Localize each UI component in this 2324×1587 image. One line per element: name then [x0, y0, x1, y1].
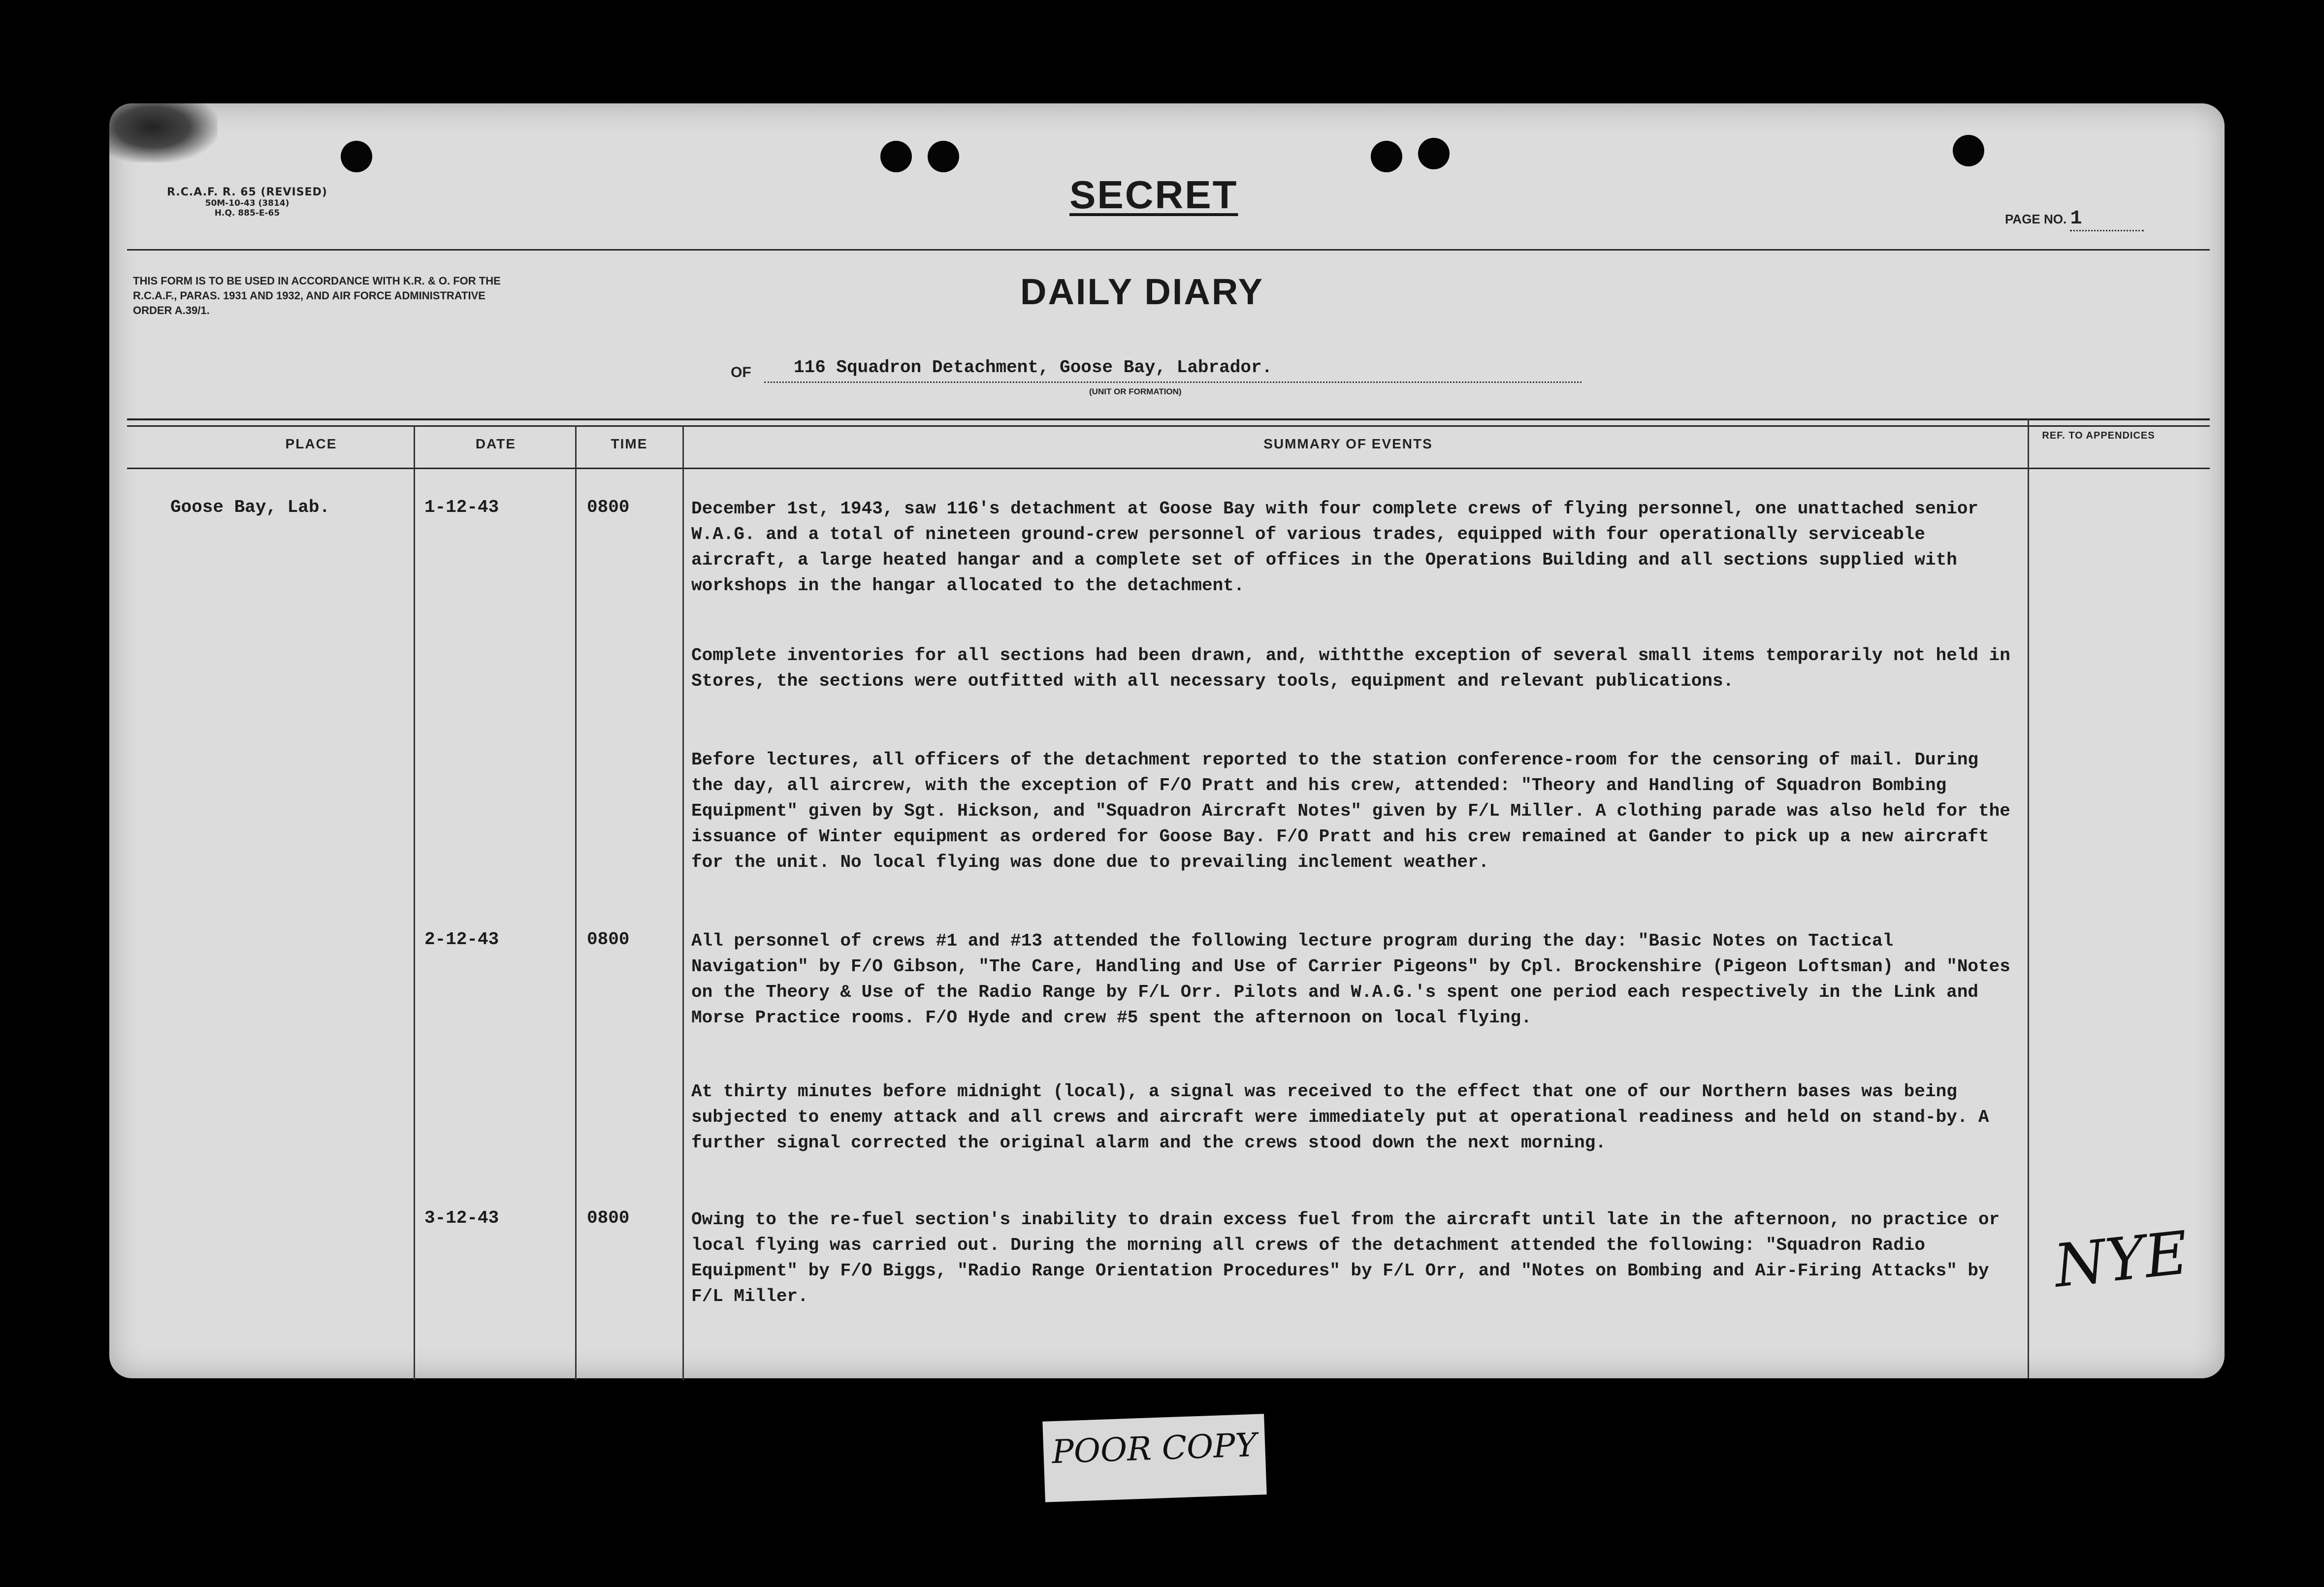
handwritten-initials: NYE [2051, 1219, 2192, 1301]
poor-copy-stamp: POOR COPY [1042, 1414, 1266, 1502]
entry-date: 1-12-43 [424, 497, 499, 517]
table-top-rule [127, 425, 2210, 427]
entry-place: Goose Bay, Lab. [170, 497, 330, 517]
punch-hole [341, 141, 372, 172]
entry-paragraph: Before lectures, all officers of the detachment reported to the station conference-room for the censoring of mail. During the day, all aircrew, with the exception of F/O Pratt and his crew, attended: "Theory and Handling of Squadron Bombing Equipment" given by Sgt. Hickson, and "Squadron Aircraft Notes" given by F/L Miller. A clothing parade was also held for the issuance of Winter equipment as ordered for Goose Bay. F/O Pratt and his crew remained at Gander to pick up a new aircraft for the unit. No local flying was done due to prevailing inclement weather. [691, 750, 2010, 872]
unit-of-label: OF [731, 364, 751, 381]
entry-time: 0800 [587, 497, 630, 517]
column-divider [414, 425, 415, 1380]
punch-hole [1371, 141, 1402, 172]
entry-time: 0800 [587, 1208, 630, 1228]
unit-value: 116 Squadron Detachment, Goose Bay, Labrador. [764, 357, 1582, 383]
entry-paragraph: Complete inventories for all sections had been drawn, and, withtthe exception of several small items temporarily not held in Stores, the sections were outfitted with all necessary tools, equipment and relevant publications. [691, 645, 2010, 691]
form-ref-line3: H.Q. 885-E-65 [214, 208, 280, 218]
column-divider [682, 425, 684, 1380]
column-divider [2028, 418, 2029, 1378]
diary-sheet [109, 103, 2225, 1378]
form-ref-line2: 50M-10-43 (3814) [205, 198, 290, 208]
unit-caption: (UNIT OR FORMATION) [1089, 387, 1182, 396]
punch-hole [1953, 135, 1984, 166]
entry-date: 2-12-43 [424, 929, 499, 950]
secret-heading: SECRET [1069, 173, 1238, 217]
form-reference [134, 186, 360, 218]
form-instructions: THIS FORM IS TO BE USED IN ACCORDANCE WITH K.R. & O. FOR THE R.C.A.F., PARAS. 1931 AND 1932, AND AIR FORCE ADMINISTRATIVE ORDER A.39/1. [133, 275, 501, 317]
entry-paragraph: December 1st, 1943, saw 116's detachment at Goose Bay with four complete crews of flying personnel, one unattached senior W.A.G. and a total of nineteen ground-crew personnel of various trades, equipped with four operationally serviceable aircraft, a large heated hangar and a complete set of offices in the Operations Building and all sections supplied with workshops in the hangar allocated to the detachment. [691, 499, 1979, 596]
entry-paragraph: All personnel of crews #1 and #13 attended the following lecture program during the day: "Basic Notes on Tactical Navigation" by F/O Gibson, "The Care, Handling and Use of Carrier Pigeons" by Cpl. Brockenshire (Pigeon Loftsman) and "Notes on the Theory & Use of the Radio Range by F/L Orr. Pilots and W.A.G.'s spent one period each respectively in the Link and Morse Practice rooms. F/O Hyde and crew #5 spent the afternoon on local flying. [691, 931, 2010, 1028]
page-title: DAILY DIARY [1020, 271, 1264, 312]
torn-corner [109, 103, 218, 162]
form-ref-line1: R.C.A.F. R. 65 (REVISED) [167, 186, 327, 198]
column-header-summary: SUMMARY OF EVENTS [1263, 436, 1433, 451]
page-number-value: 1 [2070, 208, 2144, 231]
punch-hole [1418, 138, 1450, 169]
punch-hole [928, 141, 959, 172]
punch-hole [880, 141, 912, 172]
column-divider [575, 425, 577, 1380]
header-rule [127, 249, 2210, 251]
entry-date: 3-12-43 [424, 1208, 499, 1228]
table-top-rule [127, 418, 2210, 420]
column-header-time: TIME [611, 436, 648, 451]
page-number [2005, 208, 2144, 231]
page-number-label: PAGE NO. [2005, 212, 2067, 226]
column-header-date: DATE [475, 436, 516, 451]
entry-time: 0800 [587, 929, 630, 950]
column-header-place: PLACE [285, 436, 337, 451]
table-header-rule [127, 468, 2210, 469]
entry-paragraph: Owing to the re-fuel section's inability to drain excess fuel from the aircraft until late in the afternoon, no practice or local flying was carried out. During the morning all crews of the detachment attended the following: "Squadron Radio Equipment" by F/O Biggs, "Radio Range Orientation Procedures" by F/L Orr, and "Notes on Bombing and Air-Firing Attacks" by F/L Miller. [691, 1209, 2000, 1306]
entry-paragraph: At thirty minutes before midnight (local), a signal was received to the effect that one of our Northern bases was being subjected to enemy attack and all crews and aircraft were immediately put at operational readiness and held on stand-by. A further signal corrected the original alarm and the crews stood down the next morning. [691, 1081, 1989, 1153]
column-header-ref: REF. TO APPENDICES [2042, 430, 2155, 441]
